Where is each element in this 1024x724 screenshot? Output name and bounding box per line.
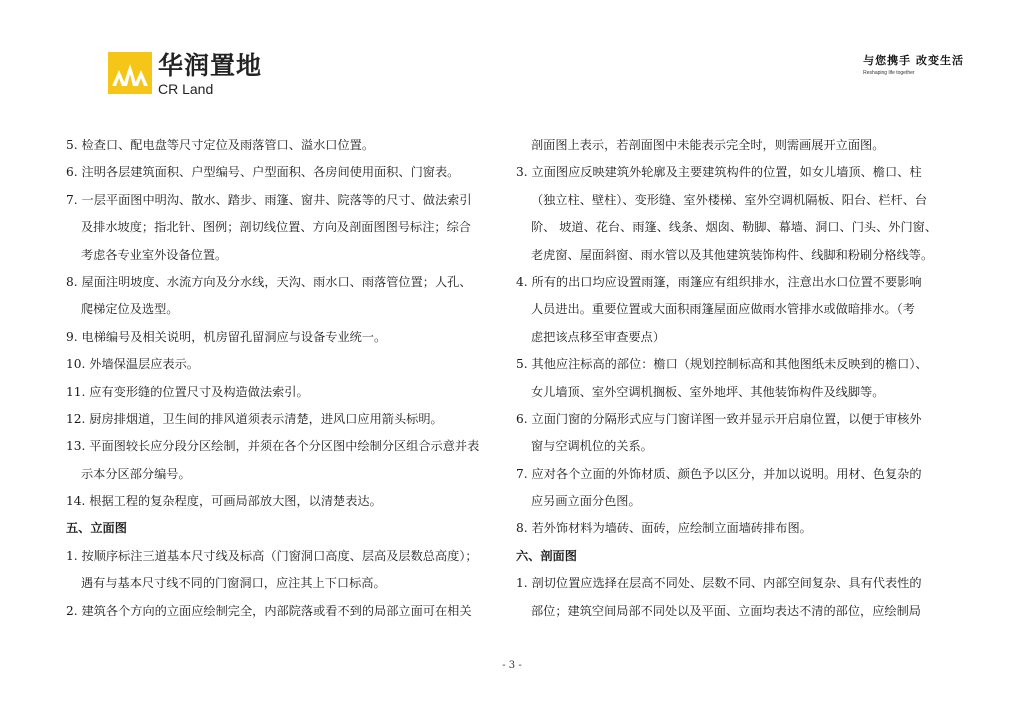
text-line: 示本分区部分编号。 bbox=[81, 466, 191, 481]
page-number: - 3 - bbox=[502, 660, 522, 671]
text-line: 2. 建筑各个方向的立面应绘制完全，内部院落或看不到的局部立面可在相关 bbox=[66, 603, 472, 618]
text-line: 1. 按顺序标注三道基本尺寸线及标高（门窗洞口高度、层高及层数总高度）； bbox=[66, 548, 478, 563]
text-line: 剖面图上表示，若剖面图中未能表示完全时，则需画展开立面图。 bbox=[531, 138, 885, 152]
cr-land-emblem-icon bbox=[108, 52, 152, 94]
text-line: 13. 平面图较长应分段分区绘制，并须在各个分区图中绘制分区组合示意并表 bbox=[66, 439, 480, 454]
left-text-column bbox=[66, 132, 506, 625]
text-line: 4. 所有的出口均应设置雨篷，雨篷应有组织排水，注意出水口位置不要影响 bbox=[516, 274, 922, 289]
section-heading-elevation: 五、立面图 bbox=[66, 521, 127, 536]
cr-land-logo bbox=[108, 52, 262, 97]
text-line: 5. 其他应注标高的部位：檐口（规划控制标高和其他图纸未反映到的檐口）、 bbox=[516, 357, 928, 372]
text-line: 14. 根据工程的复杂程度，可画局部放大图，以清楚表达。 bbox=[66, 494, 382, 509]
text-line: 8. 若外饰材料为墙砖、面砖，应绘制立面墙砖排布图。 bbox=[516, 521, 812, 536]
text-line: 女儿墙顶、室外空调机搁板、室外地坪、其他装饰构件及线脚等。 bbox=[531, 384, 885, 399]
text-line: 及排水坡度；指北针、图例；剖切线位置、方向及剖面图图号标注；综合 bbox=[81, 220, 471, 235]
text-line: 5. 检查口、配电盘等尺寸定位及雨落管口、溢水口位置。 bbox=[66, 138, 375, 152]
text-line: 7. 一层平面图中明沟、散水、踏步、雨篷、窗井、院落等的尺寸、做法索引 bbox=[66, 192, 472, 207]
right-text-column bbox=[516, 132, 956, 625]
section-heading-section: 六、剖面图 bbox=[516, 548, 577, 563]
text-line: 10. 外墙保温层应表示。 bbox=[66, 357, 199, 372]
slogan bbox=[863, 52, 964, 76]
text-line: 6. 立面门窗的分隔形式应与门窗详图一致并显示开启扇位置，以便于审核外 bbox=[516, 411, 922, 426]
text-line: 应另画立面分色图。 bbox=[531, 494, 641, 509]
slogan-chinese: 与您携手 改变生活 bbox=[863, 54, 964, 67]
page-header bbox=[0, 0, 1024, 120]
text-line: （独立柱、壁柱）、变形缝、室外楼梯、室外空调机隔板、阳台、栏杆、台 bbox=[531, 192, 928, 207]
text-line: 老虎窗、屋面斜窗、雨水管以及其他建筑装饰构件、线脚和粉刷分格线等。 bbox=[531, 247, 934, 262]
slogan-english: Reshaping life together bbox=[863, 70, 915, 76]
text-line: 9. 电梯编号及相关说明，机房留孔留洞应与设备专业统一。 bbox=[66, 329, 387, 344]
text-line: 窗与空调机位的关系。 bbox=[531, 439, 653, 454]
text-line: 虑把该点移至审查要点） bbox=[531, 329, 666, 344]
text-line: 7. 应对各个立面的外饰材质、颜色予以区分，并加以说明。用材、色复杂的 bbox=[516, 466, 922, 481]
text-line: 1. 剖切位置应选择在层高不同处、层数不同、内部空间复杂、具有代表性的 bbox=[516, 576, 922, 591]
logo-english-name: CR Land bbox=[158, 81, 214, 97]
text-line: 8. 屋面注明坡度、水流方向及分水线，天沟、雨水口、雨落管位置；人孔、 bbox=[66, 274, 472, 289]
text-line: 11. 应有变形缝的位置尺寸及构造做法索引。 bbox=[66, 384, 309, 399]
text-line: 6. 注明各层建筑面积、户型编号、户型面积、各房间使用面积、门窗表。 bbox=[66, 165, 460, 180]
text-line: 3. 立面图应反映建筑外轮廓及主要建筑构件的位置，如女儿墙顶、檐口、柱 bbox=[516, 165, 922, 180]
text-line: 人员进出。重要位置或大面积雨篷屋面应做雨水管排水或做暗排水。（考 bbox=[531, 302, 915, 317]
text-line: 遇有与基本尺寸线不同的门窗洞口，应注其上下口标高。 bbox=[81, 576, 386, 591]
text-line: 阶、 坡道、花台、雨篷、线条、烟囱、勒脚、幕墙、洞口、门头、外门窗、 bbox=[531, 220, 938, 235]
text-line: 考虑各专业室外设备位置。 bbox=[81, 247, 228, 262]
text-line: 部位；建筑空间局部不同处以及平面、立面均表达不清的部位，应绘制局 bbox=[531, 603, 921, 618]
logo-chinese-name: 华润置地 bbox=[158, 51, 263, 80]
text-line: 12. 厨房排烟道，卫生间的排风道须表示清楚，进风口应用箭头标明。 bbox=[66, 411, 443, 426]
text-line: 爬梯定位及选型。 bbox=[81, 302, 179, 317]
